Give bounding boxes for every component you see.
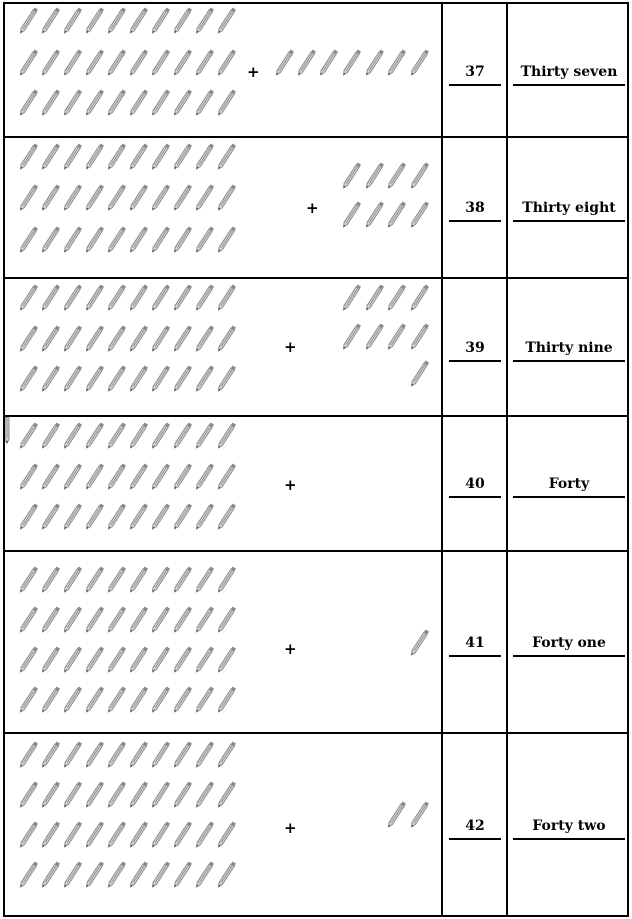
pencil-icon <box>195 861 214 888</box>
pencil-icon <box>151 226 170 253</box>
pencil-icon <box>19 7 38 34</box>
pencil-icon <box>41 184 60 211</box>
pencil-icon <box>173 49 192 76</box>
pencil-icon <box>63 89 82 116</box>
pencil-icon <box>107 741 126 768</box>
pencil-icon <box>19 284 38 311</box>
pencil-icon <box>173 7 192 34</box>
pencil-icon <box>107 7 126 34</box>
pencil-icon <box>63 7 82 34</box>
words-cell <box>509 417 629 552</box>
pencil-icon <box>107 284 126 311</box>
pencil-icon <box>217 861 236 888</box>
pencil-icon <box>107 184 126 211</box>
pencil-icon <box>173 821 192 848</box>
pencil-icon <box>173 503 192 530</box>
pencil-icon <box>275 49 294 76</box>
pencil-icon <box>41 226 60 253</box>
pencil-icon <box>41 821 60 848</box>
pencil-icon <box>19 686 38 713</box>
pencil-icon <box>195 821 214 848</box>
pencil-icon <box>217 365 236 392</box>
pencil-icon <box>151 463 170 490</box>
pencil-icon <box>410 323 429 350</box>
pencil-icon <box>19 781 38 808</box>
pencil-icon <box>63 861 82 888</box>
plus-sign: + <box>284 819 297 837</box>
words-answer: Forty <box>513 476 625 498</box>
pencil-icon <box>151 781 170 808</box>
pencil-icon <box>342 162 361 189</box>
pencil-icon <box>107 503 126 530</box>
pencil-icon <box>41 284 60 311</box>
pencil-icon <box>410 201 429 228</box>
pencil-icon <box>151 422 170 449</box>
pencil-icon <box>63 741 82 768</box>
pencil-icon <box>387 49 406 76</box>
pencil-icon <box>297 49 316 76</box>
pencil-icon <box>195 365 214 392</box>
pencil-icon <box>85 284 104 311</box>
pencil-icon <box>41 422 60 449</box>
pencil-icon <box>410 49 429 76</box>
pencil-icon <box>195 606 214 633</box>
pencil-icon <box>63 686 82 713</box>
words-answer: Forty two <box>513 818 625 840</box>
worksheet-row <box>0 734 632 917</box>
pencil-icon <box>129 861 148 888</box>
pencil-icon <box>19 325 38 352</box>
pencil-icon <box>41 646 60 673</box>
pencil-icon <box>195 7 214 34</box>
pencil-icon <box>129 49 148 76</box>
pencil-icon <box>217 422 236 449</box>
pencil-icon <box>41 606 60 633</box>
number-cell <box>445 417 505 552</box>
pencil-icon <box>387 801 406 828</box>
pencil-icon <box>342 201 361 228</box>
words-cell <box>509 552 629 734</box>
pencil-icon <box>85 7 104 34</box>
pencil-picture <box>5 2 441 138</box>
pencil-icon <box>151 503 170 530</box>
pencil-icon <box>107 861 126 888</box>
pencil-icon <box>41 325 60 352</box>
pencil-icon <box>195 49 214 76</box>
pencil-icon <box>107 89 126 116</box>
pencil-icon <box>342 323 361 350</box>
pencil-group <box>5 417 441 552</box>
pencil-icon <box>63 143 82 170</box>
pencil-icon <box>365 201 384 228</box>
pencil-icon <box>387 323 406 350</box>
pencil-icon <box>85 821 104 848</box>
number-cell <box>445 2 505 138</box>
pencil-icon <box>19 365 38 392</box>
pencil-icon <box>173 741 192 768</box>
pencil-icon <box>129 781 148 808</box>
pencil-group <box>5 552 441 734</box>
pencil-icon <box>217 284 236 311</box>
pencil-icon <box>173 184 192 211</box>
pencil-icon <box>129 325 148 352</box>
pencil-icon <box>19 49 38 76</box>
pencil-icon <box>173 566 192 593</box>
number-cell <box>445 279 505 417</box>
words-cell <box>509 138 629 279</box>
pencil-icon <box>410 801 429 828</box>
pencil-icon <box>129 566 148 593</box>
pencil-icon <box>129 463 148 490</box>
pencil-icon <box>41 781 60 808</box>
pencil-icon <box>173 686 192 713</box>
worksheet-row <box>0 2 632 138</box>
pencil-icon <box>63 422 82 449</box>
pencil-icon <box>63 821 82 848</box>
pencil-icon <box>41 89 60 116</box>
pencil-icon <box>85 781 104 808</box>
pencil-icon <box>85 325 104 352</box>
pencil-icon <box>217 503 236 530</box>
words-answer: Thirty nine <box>513 340 625 362</box>
pencil-icon <box>107 646 126 673</box>
words-cell <box>509 734 629 917</box>
number-answer: 38 <box>449 200 501 222</box>
pencil-icon <box>410 360 429 387</box>
number-cell <box>445 734 505 917</box>
pencil-icon <box>195 646 214 673</box>
pencil-group <box>5 279 441 417</box>
pencil-icon <box>129 821 148 848</box>
pencil-icon <box>217 463 236 490</box>
pencil-icon <box>85 606 104 633</box>
pencil-icon <box>85 184 104 211</box>
pencil-icon <box>217 89 236 116</box>
pencil-icon <box>151 821 170 848</box>
pencil-icon <box>85 686 104 713</box>
pencil-icon <box>107 365 126 392</box>
pencil-icon <box>410 162 429 189</box>
pencil-icon <box>217 226 236 253</box>
pencil-icon <box>342 49 361 76</box>
pencil-icon <box>195 143 214 170</box>
pencil-group <box>5 734 441 917</box>
worksheet-row <box>0 138 632 279</box>
number-answer: 42 <box>449 818 501 840</box>
pencil-icon <box>19 861 38 888</box>
pencil-icon <box>19 741 38 768</box>
pencil-icon <box>85 861 104 888</box>
pencil-icon <box>129 646 148 673</box>
pencil-icon <box>19 821 38 848</box>
words-cell <box>509 279 629 417</box>
plus-sign: + <box>284 338 297 356</box>
pencil-icon <box>107 143 126 170</box>
words-answer: Forty one <box>513 635 625 657</box>
pencil-icon <box>41 143 60 170</box>
pencil-icon <box>129 741 148 768</box>
pencil-icon <box>63 566 82 593</box>
pencil-icon <box>107 606 126 633</box>
pencil-icon <box>217 606 236 633</box>
pencil-icon <box>217 49 236 76</box>
pencil-icon <box>63 503 82 530</box>
pencil-icon <box>217 184 236 211</box>
pencil-icon <box>63 184 82 211</box>
pencil-icon <box>85 422 104 449</box>
pencil-icon <box>19 566 38 593</box>
pencil-icon <box>151 606 170 633</box>
pencil-icon <box>41 49 60 76</box>
number-cell <box>445 138 505 279</box>
pencil-icon <box>63 606 82 633</box>
pencil-icon <box>173 226 192 253</box>
plus-sign: + <box>284 476 297 494</box>
pencil-icon <box>173 606 192 633</box>
pencil-icon <box>173 781 192 808</box>
pencil-icon <box>151 325 170 352</box>
pencil-icon <box>107 566 126 593</box>
pencil-icon <box>107 422 126 449</box>
pencil-icon <box>41 566 60 593</box>
pencil-group <box>5 2 441 138</box>
pencil-icon <box>85 365 104 392</box>
pencil-icon <box>129 365 148 392</box>
pencil-icon <box>63 646 82 673</box>
pencil-icon <box>410 284 429 311</box>
pencil-icon <box>151 646 170 673</box>
pencil-icon <box>19 184 38 211</box>
words-answer: Thirty seven <box>513 64 625 86</box>
number-answer: 37 <box>449 64 501 86</box>
pencil-icon <box>151 49 170 76</box>
worksheet-row <box>0 279 632 417</box>
worksheet-row <box>0 417 632 552</box>
pencil-icon <box>107 686 126 713</box>
pencil-icon <box>19 143 38 170</box>
pencil-icon <box>151 89 170 116</box>
pencil-icon <box>195 463 214 490</box>
pencil-icon <box>151 741 170 768</box>
pencil-icon <box>195 566 214 593</box>
pencil-icon <box>173 325 192 352</box>
pencil-icon <box>173 422 192 449</box>
pencil-icon <box>195 226 214 253</box>
pencil-icon <box>410 629 429 656</box>
pencil-icon <box>217 325 236 352</box>
pencil-icon <box>173 365 192 392</box>
pencil-icon <box>217 566 236 593</box>
pencil-icon <box>151 284 170 311</box>
pencil-icon <box>365 284 384 311</box>
pencil-icon <box>173 463 192 490</box>
pencil-icon <box>19 89 38 116</box>
pencil-picture <box>5 417 441 552</box>
pencil-icon <box>151 566 170 593</box>
pencil-icon <box>195 686 214 713</box>
pencil-icon <box>19 422 38 449</box>
pencil-icon <box>63 781 82 808</box>
pencil-icon <box>63 463 82 490</box>
pencil-icon <box>173 284 192 311</box>
pencil-icon <box>85 566 104 593</box>
pencil-icon <box>217 821 236 848</box>
pencil-icon <box>129 606 148 633</box>
pencil-icon <box>365 162 384 189</box>
pencil-picture <box>5 279 441 417</box>
pencil-icon <box>85 646 104 673</box>
pencil-icon <box>365 49 384 76</box>
pencil-icon <box>129 686 148 713</box>
pencil-icon <box>217 686 236 713</box>
pencil-icon <box>107 781 126 808</box>
words-cell <box>509 2 629 138</box>
number-answer: 40 <box>449 476 501 498</box>
plus-sign: + <box>247 63 260 81</box>
pencil-picture <box>5 552 441 734</box>
pencil-icon <box>19 503 38 530</box>
pencil-icon <box>129 284 148 311</box>
pencil-icon <box>365 323 384 350</box>
pencil-icon <box>129 226 148 253</box>
pencil-icon <box>63 325 82 352</box>
pencil-icon <box>5 417 9 443</box>
pencil-icon <box>195 741 214 768</box>
pencil-icon <box>85 49 104 76</box>
pencil-icon <box>19 646 38 673</box>
pencil-icon <box>195 503 214 530</box>
number-cell <box>445 552 505 734</box>
pencil-icon <box>173 143 192 170</box>
pencil-group <box>5 138 441 279</box>
pencil-picture <box>5 138 441 279</box>
pencil-icon <box>195 89 214 116</box>
pencil-icon <box>41 365 60 392</box>
number-answer: 39 <box>449 340 501 362</box>
words-answer: Thirty eight <box>513 200 625 222</box>
pencil-icon <box>63 365 82 392</box>
pencil-icon <box>387 284 406 311</box>
pencil-icon <box>151 365 170 392</box>
pencil-icon <box>41 7 60 34</box>
pencil-icon <box>129 7 148 34</box>
pencil-icon <box>342 284 361 311</box>
pencil-icon <box>19 226 38 253</box>
pencil-icon <box>85 143 104 170</box>
pencil-icon <box>195 781 214 808</box>
pencil-icon <box>107 49 126 76</box>
pencil-icon <box>217 646 236 673</box>
pencil-icon <box>41 741 60 768</box>
pencil-icon <box>217 7 236 34</box>
number-answer: 41 <box>449 635 501 657</box>
pencil-icon <box>129 503 148 530</box>
pencil-icon <box>195 284 214 311</box>
pencil-icon <box>63 284 82 311</box>
pencil-icon <box>319 49 338 76</box>
pencil-icon <box>63 49 82 76</box>
plus-sign: + <box>306 199 319 217</box>
pencil-icon <box>41 861 60 888</box>
pencil-icon <box>217 143 236 170</box>
pencil-icon <box>173 861 192 888</box>
worksheet-row <box>0 552 632 734</box>
pencil-icon <box>63 226 82 253</box>
pencil-icon <box>85 741 104 768</box>
pencil-icon <box>173 89 192 116</box>
pencil-icon <box>387 162 406 189</box>
pencil-icon <box>387 201 406 228</box>
pencil-icon <box>217 781 236 808</box>
pencil-icon <box>195 422 214 449</box>
pencil-icon <box>19 463 38 490</box>
pencil-icon <box>107 821 126 848</box>
pencil-icon <box>19 606 38 633</box>
pencil-icon <box>151 7 170 34</box>
pencil-icon <box>173 646 192 673</box>
pencil-icon <box>129 143 148 170</box>
pencil-icon <box>107 325 126 352</box>
pencil-icon <box>41 503 60 530</box>
pencil-icon <box>151 686 170 713</box>
pencil-icon <box>151 143 170 170</box>
pencil-icon <box>217 741 236 768</box>
pencil-icon <box>151 861 170 888</box>
pencil-icon <box>195 184 214 211</box>
pencil-picture <box>5 734 441 917</box>
pencil-icon <box>41 686 60 713</box>
pencil-icon <box>107 463 126 490</box>
pencil-icon <box>85 463 104 490</box>
pencil-icon <box>41 463 60 490</box>
pencil-icon <box>85 226 104 253</box>
pencil-icon <box>107 226 126 253</box>
pencil-icon <box>129 89 148 116</box>
pencil-icon <box>85 503 104 530</box>
pencil-icon <box>129 422 148 449</box>
pencil-icon <box>85 89 104 116</box>
plus-sign: + <box>284 640 297 658</box>
pencil-icon <box>195 325 214 352</box>
pencil-icon <box>151 184 170 211</box>
pencil-icon <box>129 184 148 211</box>
